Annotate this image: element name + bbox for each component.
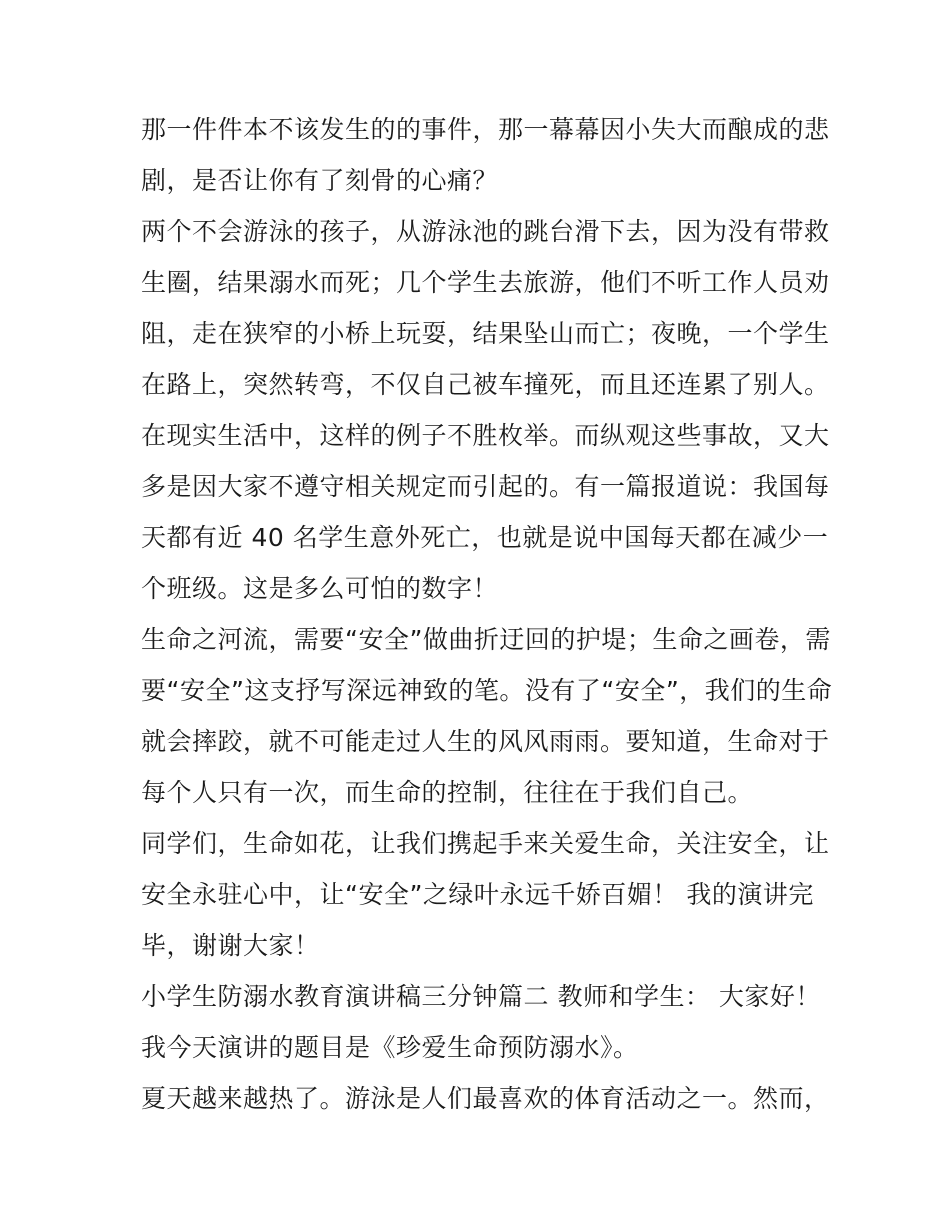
text-line: 我今天演讲的题目是《珍爱生命预防溺水》。: [141, 1033, 639, 1062]
text-line: 每个人只有一次，而生命的控制，往往在于我们自己。: [141, 778, 754, 807]
text-line: 那一件件本不该发生的的事件，那一幕幕因小失大而酿成的悲: [141, 115, 830, 144]
text-line: 小学生防溺水教育演讲稿三分钟篇二 教师和学生： 大家好！: [141, 982, 821, 1011]
text-line: 夏天越来越热了。游泳是人们最喜欢的体育活动之一。然而，: [141, 1084, 830, 1113]
text-line: 在路上，突然转弯，不仅自己被车撞死，而且还连累了别人。: [141, 370, 830, 399]
text-line: 多是因大家不遵守相关规定而引起的。有一篇报道说：我国每: [141, 472, 830, 501]
text-line: 阻，走在狭窄的小桥上玩耍，结果坠山而亡；夜晚，一个学生: [141, 319, 830, 348]
text-line: 安全永驻心中，让“安全”之绿叶永远千娇百媚！ 我的演讲完: [141, 880, 814, 909]
text-line: 剧，是否让你有了刻骨的心痛？: [141, 166, 499, 195]
text-line: 在现实生活中，这样的例子不胜枚举。而纵观这些事故，又大: [141, 421, 830, 450]
document-body: [141, 104, 833, 1124]
text-line: 个班级。这是多么可怕的数字！: [141, 574, 499, 603]
text-line: 两个不会游泳的孩子，从游泳池的跳台滑下去，因为没有带救: [141, 217, 830, 246]
text-line: 毕，谢谢大家！: [141, 931, 320, 960]
text-line: 要“安全”这支抒写深远神致的笔。没有了“安全”，我们的生命: [141, 676, 833, 705]
text-line: 生圈，结果溺水而死；几个学生去旅游，他们不听工作人员劝: [141, 268, 830, 297]
text-line: 生命之河流，需要“安全”做曲折迂回的护堤；生命之画卷，需: [141, 625, 831, 654]
text-line: 同学们，生命如花，让我们携起手来关爱生命，关注安全，让: [141, 829, 830, 858]
text-line: 天都有近 40 名学生意外死亡，也就是说中国每天都在减少一: [141, 523, 829, 552]
text-line: 就会摔跤，就不可能走过人生的风风雨雨。要知道，生命对于: [141, 727, 830, 756]
